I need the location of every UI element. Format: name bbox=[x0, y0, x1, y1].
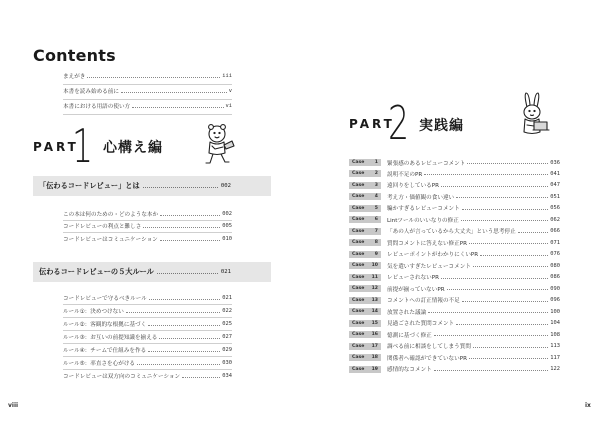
dot-leader bbox=[473, 266, 548, 267]
dot-leader bbox=[182, 377, 220, 378]
toc-page: vi bbox=[225, 103, 232, 109]
case-title: 調べる前に相談をしてしまう質問 bbox=[387, 344, 471, 351]
toc-label: コードレビューはコミュニケーション bbox=[63, 237, 158, 243]
divider bbox=[63, 317, 232, 318]
case-page: 076 bbox=[550, 251, 560, 258]
dot-leader bbox=[469, 358, 548, 359]
toc-page: 030 bbox=[222, 360, 232, 366]
case-word: Case bbox=[352, 343, 365, 349]
case-number: 14 bbox=[371, 309, 378, 315]
bear-reading-illustration bbox=[195, 122, 245, 166]
case-title: 質問コメントに答えない修正PR bbox=[387, 240, 467, 247]
case-row[interactable] bbox=[349, 261, 560, 270]
toc-row[interactable] bbox=[63, 210, 232, 218]
toc-row[interactable] bbox=[63, 307, 232, 315]
toc-label: ルール②：客観的な根拠に基づく bbox=[63, 322, 147, 328]
case-badge bbox=[349, 182, 381, 189]
case-number: 1 bbox=[374, 160, 378, 165]
dot-leader bbox=[461, 220, 548, 221]
case-badge bbox=[349, 366, 381, 373]
divider bbox=[63, 304, 232, 305]
toc-label: まえがき bbox=[63, 74, 86, 80]
case-number: 4 bbox=[374, 194, 378, 200]
case-page: 056 bbox=[550, 205, 560, 212]
dot-leader bbox=[434, 370, 548, 371]
toc-row[interactable] bbox=[63, 359, 232, 367]
toc-page: 010 bbox=[222, 236, 232, 242]
toc-label: コードレビューで守るべきルール bbox=[63, 296, 147, 302]
case-row[interactable] bbox=[349, 307, 560, 316]
case-word: Case bbox=[352, 160, 365, 165]
case-number: 11 bbox=[371, 274, 378, 280]
case-word: Case bbox=[352, 355, 365, 361]
case-number: 16 bbox=[371, 332, 378, 338]
toc-page: 029 bbox=[222, 347, 232, 353]
dot-leader bbox=[149, 299, 220, 300]
dot-leader bbox=[428, 312, 548, 313]
case-title: 「あの人が言っているから大丈夫」という思考停止 bbox=[387, 229, 516, 236]
toc-page: v bbox=[228, 88, 232, 94]
case-row[interactable] bbox=[349, 169, 560, 178]
case-number: 6 bbox=[374, 217, 378, 223]
case-row[interactable] bbox=[349, 342, 560, 351]
dot-leader bbox=[148, 325, 220, 326]
case-page: 096 bbox=[550, 297, 560, 304]
dot-leader bbox=[148, 351, 220, 352]
case-title: 説明不足のPR bbox=[387, 171, 423, 178]
divider bbox=[63, 99, 232, 100]
case-page: 066 bbox=[550, 228, 560, 235]
case-row[interactable] bbox=[349, 181, 560, 190]
dot-leader bbox=[518, 232, 549, 233]
case-number: 17 bbox=[371, 343, 378, 349]
page-folio-right: ix bbox=[585, 402, 591, 409]
divider bbox=[63, 220, 232, 221]
toc-label: コードレビューの利点と難しさ bbox=[63, 224, 142, 230]
case-title: 気を遣いすぎたレビューコメント bbox=[387, 263, 471, 270]
case-word: Case bbox=[352, 320, 365, 326]
page-folio-left: viii bbox=[8, 402, 19, 409]
case-title: レビューポイントがわかりにくいPR bbox=[387, 252, 479, 259]
dot-leader bbox=[441, 186, 548, 187]
case-title: 考え方・価値観の食い違い bbox=[387, 194, 455, 201]
case-row[interactable] bbox=[349, 250, 560, 259]
dot-leader bbox=[160, 240, 220, 241]
toc-page: 022 bbox=[222, 308, 232, 314]
case-word: Case bbox=[352, 263, 365, 269]
case-row[interactable] bbox=[349, 273, 560, 282]
case-badge bbox=[349, 262, 381, 269]
case-page: 122 bbox=[550, 366, 560, 373]
toc-row-preface[interactable] bbox=[63, 72, 232, 80]
dot-leader bbox=[159, 338, 220, 339]
divider bbox=[63, 343, 232, 344]
section-title: 伝わるコードレビューの５大ルール bbox=[39, 267, 154, 276]
divider bbox=[63, 356, 232, 357]
case-page: 100 bbox=[550, 308, 560, 315]
case-page: 117 bbox=[550, 354, 560, 361]
case-badge bbox=[349, 297, 381, 304]
dot-leader bbox=[87, 77, 220, 78]
case-word: Case bbox=[352, 217, 365, 223]
case-number: 18 bbox=[371, 355, 378, 361]
case-word: Case bbox=[352, 332, 365, 338]
dot-leader bbox=[473, 347, 548, 348]
rabbit-laptop-illustration bbox=[512, 92, 554, 140]
case-page: 036 bbox=[550, 159, 560, 166]
case-title: 緊張感のあるレビューコメント bbox=[387, 160, 466, 167]
case-row[interactable] bbox=[349, 238, 560, 247]
toc-row-before-reading[interactable] bbox=[63, 87, 232, 95]
toc-page: 005 bbox=[222, 223, 232, 229]
case-row[interactable] bbox=[349, 365, 560, 374]
toc-label: 本書を読み始める前に bbox=[63, 89, 119, 95]
case-number: 5 bbox=[374, 205, 378, 211]
case-title: 放置された議論 bbox=[387, 309, 427, 316]
case-number: 9 bbox=[374, 251, 378, 257]
toc-label: ルール①：決めつけない bbox=[63, 309, 124, 315]
case-page: 104 bbox=[550, 320, 560, 327]
case-number: 13 bbox=[371, 297, 378, 303]
toc-row[interactable] bbox=[63, 294, 232, 302]
dot-leader bbox=[137, 364, 220, 365]
toc-label: コードレビューは双方向のコミュニケーション bbox=[63, 374, 181, 380]
dot-leader bbox=[462, 301, 549, 302]
case-word: Case bbox=[352, 171, 365, 177]
section-heading-1[interactable] bbox=[39, 181, 231, 191]
dot-leader bbox=[434, 335, 548, 336]
case-page: 041 bbox=[550, 170, 560, 177]
case-number: 7 bbox=[374, 228, 378, 234]
toc-row[interactable] bbox=[63, 333, 232, 341]
case-badge bbox=[349, 343, 381, 350]
toc-page: 025 bbox=[222, 321, 232, 327]
case-page: 113 bbox=[550, 343, 560, 350]
case-title: 感情的なコメント bbox=[387, 367, 432, 374]
toc-page: 002 bbox=[222, 211, 232, 217]
case-word: Case bbox=[352, 240, 365, 246]
case-badge bbox=[349, 193, 381, 200]
case-word: Case bbox=[352, 182, 365, 188]
section-page: 021 bbox=[220, 269, 231, 275]
case-word: Case bbox=[352, 274, 365, 280]
dot-leader bbox=[456, 197, 548, 198]
case-title: 騙かすぎるレビューコメント bbox=[387, 206, 460, 213]
case-badge bbox=[349, 320, 381, 327]
dot-leader bbox=[456, 324, 548, 325]
toc-page: 027 bbox=[222, 334, 232, 340]
section-heading-2[interactable] bbox=[39, 267, 231, 277]
dot-leader bbox=[447, 289, 549, 290]
case-badge bbox=[349, 274, 381, 281]
dot-leader bbox=[143, 187, 218, 188]
case-row[interactable] bbox=[349, 215, 560, 224]
case-page: 108 bbox=[550, 331, 560, 338]
divider bbox=[63, 330, 232, 331]
dot-leader bbox=[469, 243, 548, 244]
case-title: コメントへの訂正情報の不足 bbox=[387, 298, 460, 305]
case-badge bbox=[349, 354, 381, 361]
part1-word: PART bbox=[33, 140, 79, 154]
dot-leader bbox=[462, 209, 549, 210]
toc-row-terminology[interactable] bbox=[63, 102, 232, 110]
dot-leader bbox=[441, 278, 548, 279]
case-page: 086 bbox=[550, 274, 560, 281]
case-title: 遠回りをしているPR bbox=[387, 183, 440, 190]
case-number: 19 bbox=[371, 366, 378, 372]
dot-leader bbox=[132, 107, 223, 108]
part2-number: 2 bbox=[388, 96, 410, 150]
case-number: 15 bbox=[371, 320, 378, 326]
case-title: 関係者へ確認ができていないPR bbox=[387, 355, 467, 362]
case-number: 8 bbox=[374, 240, 378, 246]
case-word: Case bbox=[352, 228, 365, 234]
case-row[interactable] bbox=[349, 204, 560, 213]
dot-leader bbox=[467, 163, 548, 164]
part2-word: PART bbox=[349, 117, 395, 131]
toc-label: 本書における用語の使い方 bbox=[63, 104, 131, 110]
case-row[interactable] bbox=[349, 227, 560, 236]
part2-title: 実践編 bbox=[419, 118, 464, 134]
case-page: 051 bbox=[550, 193, 560, 200]
case-number: 10 bbox=[371, 263, 378, 269]
case-number: 2 bbox=[374, 171, 378, 177]
toc-label: ルール⑤：率直さを心がける bbox=[63, 361, 136, 367]
dot-leader bbox=[126, 312, 220, 313]
case-page: 090 bbox=[550, 285, 560, 292]
dot-leader bbox=[121, 92, 227, 93]
case-badge bbox=[349, 239, 381, 246]
case-badge bbox=[349, 228, 381, 235]
case-word: Case bbox=[352, 205, 365, 211]
case-row[interactable] bbox=[349, 296, 560, 305]
divider bbox=[63, 114, 232, 115]
case-word: Case bbox=[352, 286, 365, 292]
case-title: レビューされないPR bbox=[387, 275, 440, 282]
case-word: Case bbox=[352, 251, 365, 257]
case-row[interactable] bbox=[349, 158, 560, 167]
case-row[interactable] bbox=[349, 192, 560, 201]
toc-row[interactable] bbox=[63, 372, 232, 380]
dot-leader bbox=[160, 215, 220, 216]
section-page: 002 bbox=[220, 183, 231, 189]
toc-label: この本は何のための・どのような本か bbox=[63, 212, 159, 218]
case-badge bbox=[349, 285, 381, 292]
case-title: Lintツールのいいなりの修正 bbox=[387, 217, 459, 224]
part1-number: 1 bbox=[72, 119, 94, 173]
case-badge bbox=[349, 205, 381, 212]
dot-leader bbox=[143, 227, 220, 228]
case-badge bbox=[349, 308, 381, 315]
case-badge bbox=[349, 170, 381, 177]
case-row[interactable] bbox=[349, 353, 560, 362]
case-badge bbox=[349, 331, 381, 338]
divider bbox=[63, 84, 232, 85]
toc-label: ルール④：チームで仕組みを作る bbox=[63, 348, 147, 354]
case-badge bbox=[349, 159, 381, 166]
case-badge bbox=[349, 251, 381, 258]
toc-page: 021 bbox=[222, 295, 232, 301]
case-title: 見過ごされた質問コメント bbox=[387, 321, 455, 328]
case-row[interactable] bbox=[349, 330, 560, 339]
toc-page: 034 bbox=[222, 373, 232, 379]
toc-page: iii bbox=[222, 73, 232, 79]
case-row[interactable] bbox=[349, 284, 560, 293]
dot-leader bbox=[424, 174, 548, 175]
case-word: Case bbox=[352, 309, 365, 315]
part1-title: 心構え編 bbox=[103, 140, 163, 156]
case-badge bbox=[349, 216, 381, 223]
case-page: 080 bbox=[550, 262, 560, 269]
case-word: Case bbox=[352, 194, 365, 200]
case-number: 3 bbox=[374, 182, 378, 188]
section-title: 「伝わるコードレビュー」とは bbox=[39, 181, 140, 190]
case-title: 憶測に基づく修正 bbox=[387, 332, 432, 339]
case-word: Case bbox=[352, 366, 365, 372]
divider bbox=[63, 369, 232, 370]
toc-row[interactable] bbox=[63, 222, 232, 230]
toc-row[interactable] bbox=[63, 346, 232, 354]
case-word: Case bbox=[352, 297, 365, 303]
case-number: 12 bbox=[371, 286, 378, 292]
dot-leader bbox=[157, 273, 218, 274]
case-page: 071 bbox=[550, 239, 560, 246]
toc-label: ルール③：お互いの前提知識を揃える bbox=[63, 335, 158, 341]
contents-heading: Contents bbox=[33, 46, 116, 65]
case-page: 062 bbox=[550, 216, 560, 223]
dot-leader bbox=[480, 255, 548, 256]
case-page: 047 bbox=[550, 182, 560, 189]
case-row[interactable] bbox=[349, 319, 560, 328]
toc-row[interactable] bbox=[63, 320, 232, 328]
divider bbox=[63, 232, 232, 233]
toc-row[interactable] bbox=[63, 235, 232, 243]
case-title: 前提が揃っていないPR bbox=[387, 286, 445, 293]
